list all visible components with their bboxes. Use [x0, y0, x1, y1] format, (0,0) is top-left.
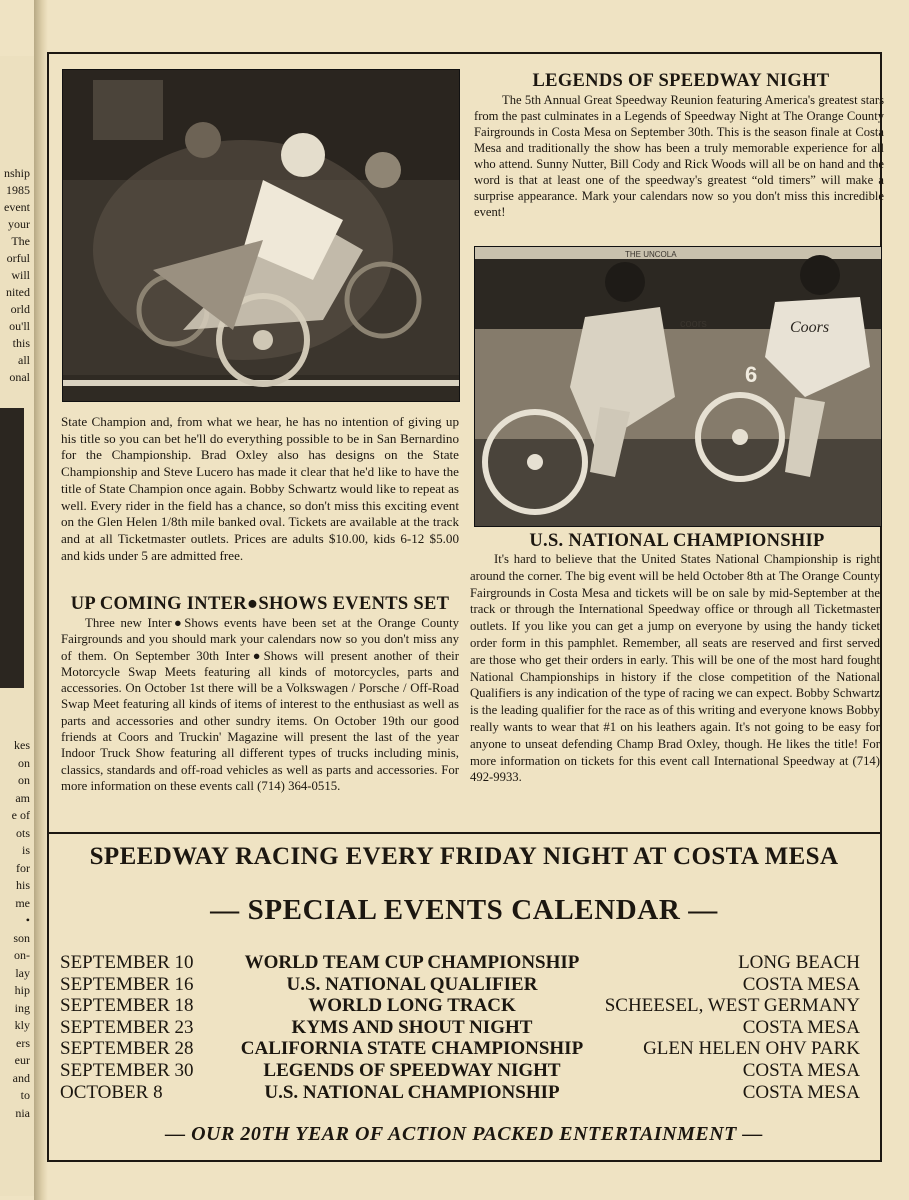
legends-headline: LEGENDS OF SPEEDWAY NIGHT — [532, 71, 830, 91]
calendar-date: SEPTEMBER 28 — [60, 1038, 194, 1060]
uncola-banner-text: THE UNCOLA — [625, 250, 677, 259]
coors-sponsor-text: Coors — [790, 319, 830, 336]
previous-page-text-line: son — [13, 930, 30, 945]
speedway-race-photo-right — [474, 246, 882, 527]
previous-page-text-line: am — [15, 790, 30, 805]
previous-page-text-line: on- — [14, 948, 30, 962]
calendar-location: GLEN HELEN OHV PARK — [643, 1038, 860, 1060]
previous-page-text-line: me — [15, 895, 30, 910]
calendar-event: U.S. NATIONAL CHAMPIONSHIP — [264, 1081, 560, 1103]
previous-page-text-line: kes — [14, 738, 30, 752]
calendar-event: CALIFORNIA STATE CHAMPIONSHIP — [240, 1038, 584, 1060]
previous-page-text-line: kly — [14, 1018, 30, 1032]
previous-page-text-line: to — [20, 1088, 30, 1102]
calendar-row — [48, 974, 880, 995]
special-events-calendar — [48, 952, 880, 1106]
race-photo-illustration-2 — [475, 247, 881, 526]
previous-page-text-line: all — [18, 353, 30, 367]
previous-page-text-line: nia — [15, 1105, 30, 1120]
legends-article-text: The 5th Annual Great Speedway Reunion featuring America's greatest stars from the past culminates in a Legends of Speedway Night at The Orange County Fairgrounds in Costa Mesa on September 30th. This is the season finale at Costa Mesa and traditionally the show has been a truly memorable experience for all who attend. Sunny Nutter, Bill Cody and Rick Woods will all be on hand and the word is that at least one of the speedway's greatest “old timers” will make a surprise appearance. Mark your calendars now so you don't miss this incredible event! — [474, 93, 884, 219]
calendar-location: SCHEESEL, WEST GERMANY — [604, 995, 860, 1017]
calendar-date: SEPTEMBER 18 — [60, 995, 194, 1017]
coors-sponsor-text-2: coors — [680, 318, 707, 330]
anniversary-footer: — OUR 20TH YEAR OF ACTION PACKED ENTERTAINMENT — — [165, 1123, 763, 1145]
calendar-row — [48, 1038, 880, 1059]
previous-page-text-line: 1985 — [6, 183, 30, 197]
us-national-headline: U.S. NATIONAL CHAMPIONSHIP — [529, 531, 825, 551]
us-national-article-text: It's hard to believe that the United States National Championship is right around the corner. The big event will be held October 8th at The Orange County Fairgrounds in Costa Mesa and tickets will be on sale by mid-September at the track or through the International Speedway office or through all Ticketmaster outlets. If you like you can get a jump on everyone by using the handy ticket order form in this pamphlet. Remember, all seats are reserved and first served are those who get their orders in early. This will be one of the most hard fought National Championships in history if the close competition of the National Qualifiers is any indication of the type of racing we can expect. Bobby Schwartz is the leading qualifier for the race as of this writing and everyone knows Bobby really wants to wear that #1 on his leathers again. It's not going to be easy for anyone to unseat defending Champ Brad Oxley, though. He likes the title! For more information on tickets for this event call International Speedway at (714) 492-9933. — [470, 552, 880, 785]
previous-page-text-line: is — [21, 843, 30, 857]
calendar-date: SEPTEMBER 30 — [60, 1060, 194, 1081]
previous-page-text-line: on — [18, 773, 30, 787]
calendar-event: WORLD TEAM CUP CHAMPIONSHIP — [244, 952, 580, 973]
previous-page-text-line: ou'll — [9, 319, 30, 333]
previous-page-text-line: nship — [3, 166, 30, 180]
race-photo-illustration — [63, 70, 459, 401]
calendar-event: KYMS AND SHOUT NIGHT — [291, 1016, 533, 1038]
calendar-event: U.S. NATIONAL QUALIFIER — [286, 973, 538, 995]
previous-page-text-line: for — [16, 860, 30, 875]
friday-night-banner: SPEEDWAY RACING EVERY FRIDAY NIGHT AT COSTA MESA — [89, 843, 839, 870]
previous-page-text-line: e of — [11, 808, 30, 822]
previous-page-text-line: nited — [6, 285, 30, 299]
previous-page-text-line: onal — [9, 370, 30, 384]
previous-page-photo — [0, 408, 24, 688]
calendar-row — [48, 995, 880, 1016]
previous-page-text-line: orld — [10, 302, 30, 316]
previous-page-text-line: his — [15, 878, 30, 892]
previous-page-text-line: orful — [6, 251, 30, 265]
bike-number: 6 — [745, 362, 758, 387]
previous-page-text-line: ing — [14, 1000, 30, 1015]
previous-page-text-line: hip — [14, 983, 30, 997]
calendar-location: COSTA MESA — [742, 1081, 860, 1103]
previous-page-text-line: this — [12, 336, 30, 350]
calendar-row — [48, 1017, 880, 1038]
calendar-date: SEPTEMBER 10 — [60, 952, 194, 973]
previous-page-text-line: your — [8, 217, 30, 231]
calendar-date: OCTOBER 8 — [60, 1081, 163, 1103]
speedway-race-photo-left — [62, 69, 460, 402]
calendar-location: COSTA MESA — [742, 1060, 860, 1081]
previous-page-text-line: lay — [15, 965, 30, 980]
intershows-headline: UP COMING INTER●SHOWS EVENTS SET — [70, 594, 450, 614]
special-events-title: — SPECIAL EVENTS CALENDAR — — [210, 894, 718, 926]
previous-page-text-line: eur — [14, 1053, 30, 1067]
calendar-row — [48, 952, 880, 973]
calendar-divider — [48, 832, 880, 834]
previous-page-text-line: and — [12, 1070, 30, 1085]
page-gutter — [34, 0, 48, 1200]
calendar-date: SEPTEMBER 16 — [60, 973, 194, 995]
previous-page-text-line: ots — [15, 825, 30, 840]
calendar-location: COSTA MESA — [742, 1016, 860, 1038]
previous-page-edge — [0, 56, 36, 1196]
previous-page-text-line: ers — [16, 1035, 30, 1050]
calendar-event: LEGENDS OF SPEEDWAY NIGHT — [263, 1060, 561, 1081]
state-championship-article-text: State Champion and, from what we hear, he has no intention of giving up his title so you can bet he'll do everything possible to be in San Bernardino for the Championship. Brad Oxley also has designs on the State Championship and Steve Lucero has made it clear that he'd like to have the title of State Champion once again. Bobby Schwartz would like to repeat as well. Every rider in the field has a chance, so don't miss this exciting event on the Glen Helen 1/8th mile banked oval. Tickets are available at the track and at all Ticketmaster outlets. Prices are adults $10.00, kids 6-12 $5.00 and kids under 5 are admitted free. — [61, 414, 459, 563]
calendar-row — [48, 1060, 880, 1081]
calendar-row — [48, 1082, 880, 1103]
calendar-event: WORLD LONG TRACK — [308, 995, 516, 1017]
previous-page-text-line: on — [18, 755, 30, 770]
previous-page-text-line: • — [25, 913, 30, 927]
previous-page-text-line: The — [11, 234, 30, 248]
calendar-date: SEPTEMBER 23 — [60, 1016, 194, 1038]
previous-page-text-line: event — [4, 200, 30, 214]
calendar-location: COSTA MESA — [742, 973, 860, 995]
intershows-article-text: Three new Inter●Shows events have been set at the Orange County Fairgrounds and you should mark your calendars now so you don't miss any of them. On September 30th Inter●Shows will present another of their Motorcycle Swap Meets featuring all kinds of motorcycles, parts and accessories. On October 1st there will be a Volkswagen / Porsche / Off-Road Swap Meet featuring all kinds of items of interest to the enthusiast as well as parts and accessories and other sundry items. On October 19th our good friends at Coors and Truckin' Magazine will present the last of the year Indoor Truck Show featuring all different types of trucks including minis, classics, standards and off-road vehicles as well as parts and accessories. For more information on these events call (714) 364-0515. — [61, 616, 459, 793]
previous-page-text-line: will — [11, 268, 30, 282]
calendar-location: LONG BEACH — [738, 952, 860, 973]
